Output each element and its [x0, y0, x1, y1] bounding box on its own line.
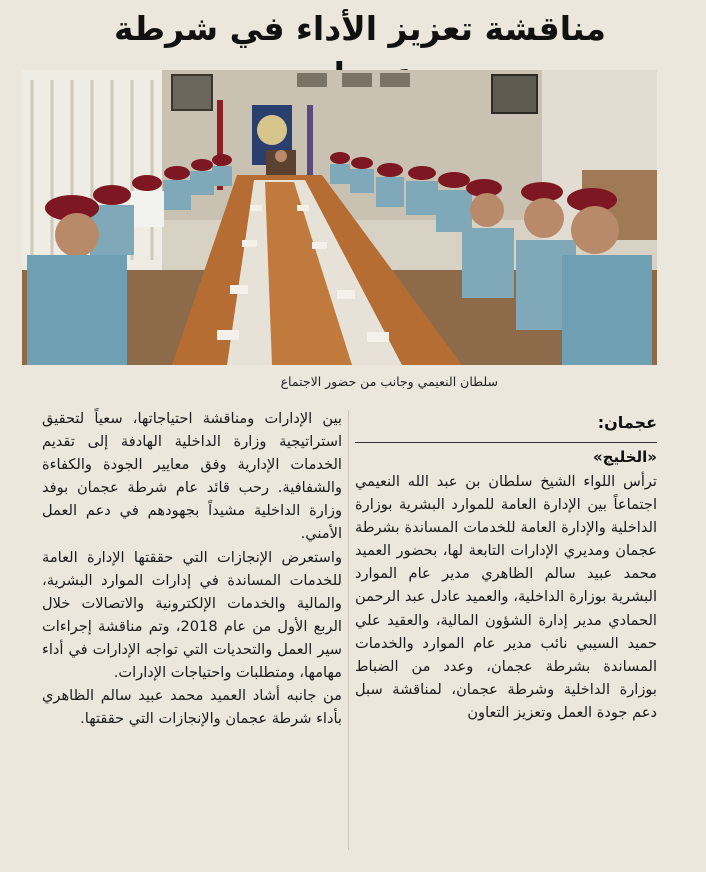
- meeting-photo: [22, 70, 657, 365]
- paragraph: بين الإدارات ومناقشة احتياجاتها، سعياً لتحقيق استراتيجية وزارة الداخلية الهادفة إلى تقديم الخدمات الإدارية وفق معايير الجودة والكفاءة والشفافية. رحب قائد عام شرطة عجمان بوفد وزارة الداخلية مشيداً بجهودهم في دعم العمل الأمني.: [42, 410, 342, 543]
- paragraph: من جانبه أشاد العميد محمد عبيد سالم الظاهري بأداء شرطة عجمان والإنجازات التي حققتها.: [42, 687, 342, 728]
- paragraph: واستعرض الإنجازات التي حققتها الإدارة العامة للخدمات المساندة في إدارات الموارد البشرية، والمالية والخدمات الإلكترونية والاتصالات خلال الربع الأول من عام 2018، وتم مناقشة إجراءات سير العمل والتحديات التي تواجه الإدارات في أداء مهامها، ومتطلبات واحتياجات الإدارات.: [42, 548, 342, 682]
- photo-caption: سلطان النعيمي وجانب من حضور الاجتماع: [280, 374, 498, 389]
- article-column-right: [355, 470, 657, 724]
- column-divider: [348, 410, 349, 850]
- source-credit: «الخليج»: [592, 448, 657, 466]
- headline: مناقشة تعزيز الأداء في شرطة: [114, 9, 606, 48]
- article-column-left: [42, 407, 342, 730]
- dateline-city: عجمان:: [597, 413, 657, 432]
- adjacent-column-bleed: [658, 40, 706, 370]
- dateline-rule: [355, 442, 657, 443]
- paragraph: ترأس اللواء الشيخ سلطان بن عبد الله النعيمي اجتماعاً بين الإدارة العامة للموارد البشرية بوزارة الداخلية والإدارة العامة للخدمات المساندة بشرطة عجمان ومديري الإدارات التابعة لها، بحضور العميد محمد عبيد سالم الظاهري مدير عام الموارد البشرية بوزارة الداخلية، والعميد عادل عبد الرحمن الحمادي مدير إدارة الشؤون المالية، والعقيد علي حميد السيبي نائب مدير عام الموارد والخدمات المساندة بشرطة عجمان، وعدد من الضباط بوزارة الداخلية وشرطة عجمان، لمناقشة سبل دعم جودة العمل وتعزيز التعاون: [355, 473, 657, 721]
- adjacent-column-bleed: [0, 40, 22, 870]
